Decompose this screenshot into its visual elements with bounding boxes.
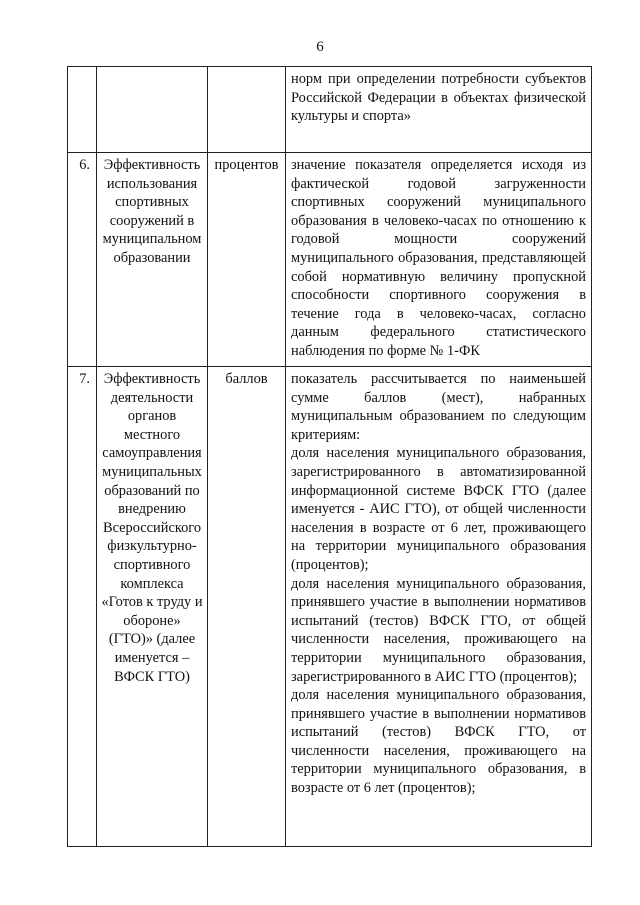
description-paragraph: доля населения муниципального образования, зарегистрированного в автоматизированной информационной системе ВФСК ГТО (далее именуется - АИС ГТО), от общей численности населения в возрасте от 6 лет, проживающего на территории муниципального образования (процентов); — [291, 445, 586, 573]
table-row — [68, 367, 592, 847]
indicator-name-cell — [97, 67, 208, 153]
unit-cell: процентов — [208, 153, 286, 367]
description-paragraph: доля населения муниципального образования, принявшего участие в выполнении нормативов испытаний (тестов) ВФСК ГТО, от общей численности населения, проживающего на территории муниципального образования, зарегистрированного в АИС ГТО (процентов); — [291, 575, 586, 685]
table-row — [68, 153, 592, 367]
description-paragraph: норм при определении потребности субъектов Российской Федерации в объектах физической культуры и спорта» — [291, 71, 586, 125]
description-paragraph: доля населения муниципального образования, принявшего участие в выполнении нормативов испытаний (тестов) ВФСК ГТО, от численности населения, проживающего на территории муниципального образования, в возрасте от 6 лет (процентов); — [291, 687, 586, 797]
description-cell — [286, 367, 592, 847]
indicators-table — [67, 66, 592, 847]
unit-cell: баллов — [208, 367, 286, 847]
row-number-cell — [68, 67, 97, 153]
page-number: 6 — [316, 39, 324, 55]
row-number-cell: 7. — [68, 367, 97, 847]
description-cell — [286, 67, 592, 153]
description-paragraph: показатель рассчитывается по наименьшей сумме баллов (мест), набранных муниципальным образованием по следующим критериям: — [291, 371, 586, 443]
unit-cell — [208, 67, 286, 153]
indicator-name-cell: Эффективность использования спортивных сооружений в муниципальном образовании — [97, 153, 208, 367]
description-paragraph: значение показателя определяется исходя из фактической годовой загруженности спортивных сооружений муниципального образования в человеко-часах по отношению к годовой мощности сооружений муниципального образования, представляющей собой нормативную величину пропускной способности спортивного сооружения в течение года в человеко-часах, согласно данным федерального статистического наблюдения по форме № 1-ФК — [291, 157, 586, 359]
description-cell — [286, 153, 592, 367]
indicator-name-cell: Эффективность деятельности органов местного самоуправления муниципальных образований по внедрению Всероссийского физкультурно-спортивного комплекса «Готов к труду и обороне» (ГТО)» (далее именуется – ВФСК ГТО) — [97, 367, 208, 847]
table-row — [68, 67, 592, 153]
row-number-cell: 6. — [68, 153, 97, 367]
